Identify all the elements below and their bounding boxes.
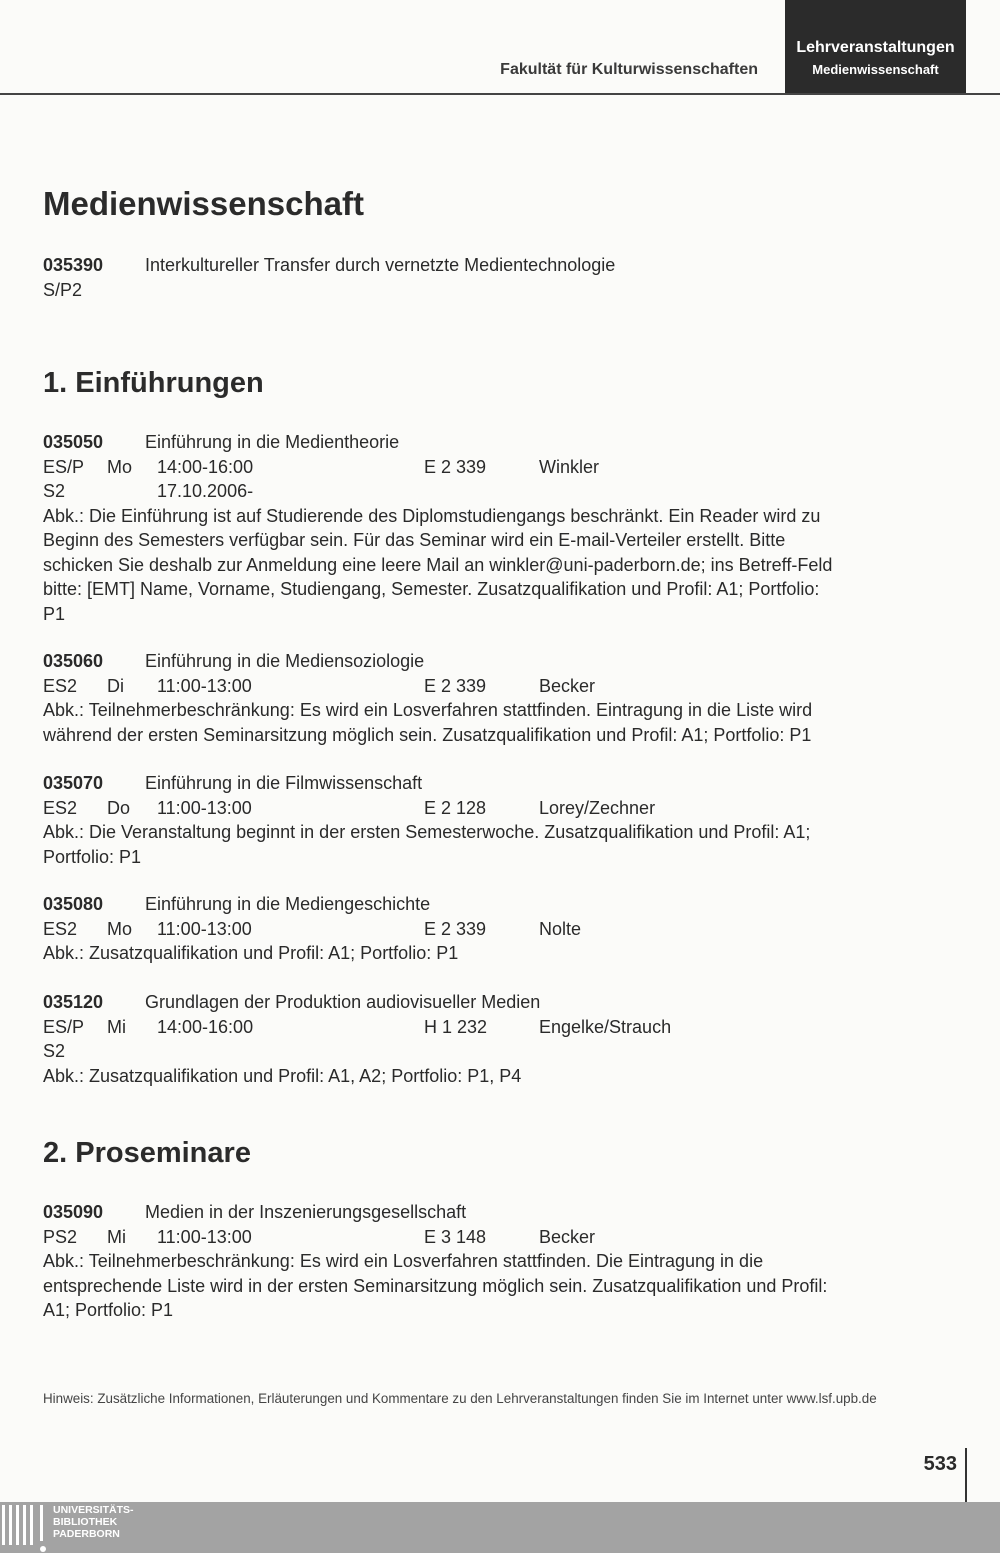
course-day: Mi [107,1226,126,1247]
course-lecturer: Nolte [539,918,582,939]
course-day: Do [107,797,131,818]
header-rule [0,93,1000,95]
faculty-header: Fakultät für Kulturwissenschaften [500,61,758,78]
course-note: Abk.: Die Einführung ist auf Studierende des Diplomstudiengangs beschränkt. Ein Reader wird zu Beginn des Semesters verfügbar sein. Für das Seminar wird ein E-mail-Verteiler erstellt. Bitte schicken Sie deshalb zur Anmeldung eine leere Mail an winkler@uni-paderborn.de; ins Betreff-Feld bitte: [EMT] Name, Vorname, Studiengang, Semester. Zusatzqualifikation und Profil: A1; Portfolio: P1 [43,505,833,624]
course-start-date: 17.10.2006- [157,481,254,501]
library-name-line: UNIVERSITÄTS- [53,1504,134,1516]
course-day: Mo [107,456,133,477]
course-title: Einführung in die Mediengeschichte [145,894,431,914]
course-entry [43,771,843,869]
course-number: 035390 [43,255,104,275]
course-number: 035070 [43,773,104,793]
course-title: Einführung in die Medientheorie [145,432,400,452]
library-name-line: BIBLIOTHEK [53,1516,118,1528]
course-note: Abk.: Teilnehmerbeschränkung: Es wird ein Losverfahren stattfinden. Die Eintragung in die entsprechende Liste wird in der ersten Seminarsitzung möglich sein. Zusatzqualifikation und Profil: A1; Portfolio: P1 [43,1251,828,1320]
section-heading: 1. Einführungen [43,367,264,399]
course-type: ES/P [43,456,85,477]
course-type-secondary: S2 [43,1041,66,1061]
section-tab-title: Lehrveranstaltungen [796,39,955,56]
course-lecturer: Lorey/Zechner [539,797,656,818]
course-title: Interkultureller Transfer durch vernetzte Medientechnologie [145,255,616,275]
course-number: 035080 [43,894,104,914]
course-time: 14:00-16:00 [157,1016,254,1037]
course-lecturer: Winkler [539,456,600,477]
course-entry [43,892,843,966]
course-note: Abk.: Zusatzqualifikation und Profil: A1; Portfolio: P1 [43,943,459,963]
course-title: Medien in der Inszenierungsgesellschaft [145,1202,467,1222]
course-title: Einführung in die Mediensoziologie [145,651,425,671]
course-type: ES2 [43,918,78,939]
course-room: H 1 232 [424,1016,488,1037]
course-lecturer: Engelke/Strauch [539,1016,672,1037]
course-room: E 2 339 [424,456,487,477]
hint-text: Hinweis: Zusätzliche Informationen, Erläuterungen und Kommentare zu den Lehrveranstaltungen finden Sie im Internet unter www.lsf.upb.de [43,1391,877,1406]
course-time: 11:00-13:00 [157,1226,252,1247]
course-time: 14:00-16:00 [157,456,254,477]
course-time: 11:00-13:00 [157,797,252,818]
course-time: 11:00-13:00 [157,675,252,696]
section-tab [785,0,966,93]
course-entry [43,430,843,626]
course-entry [43,649,843,747]
course-title: Grundlagen der Produktion audiovisueller Medien [145,992,541,1012]
course-number: 035120 [43,992,104,1012]
section-tab-subtitle: Medienwissenschaft [812,62,939,77]
course-type: ES/P [43,1016,85,1037]
course-entry [43,990,843,1088]
course-lecturer: Becker [539,1226,596,1247]
course-room: E 2 339 [424,918,487,939]
course-type-secondary: S2 [43,481,66,501]
course-time: 11:00-13:00 [157,918,252,939]
course-note: Abk.: Die Veranstaltung beginnt in der ersten Semesterwoche. Zusatzqualifikation und Profil: A1; Portfolio: P1 [43,822,811,867]
page-title: Medienwissenschaft [43,185,364,222]
course-lecturer: Becker [539,675,596,696]
page-number-rule [965,1448,967,1502]
course-number: 035050 [43,432,104,452]
course-room: E 2 339 [424,675,487,696]
course-title: Einführung in die Filmwissenschaft [145,773,423,793]
course-room: E 2 128 [424,797,487,818]
page-number: 533 [923,1453,957,1475]
library-name [53,1504,134,1540]
library-footer [0,1502,1000,1553]
course-number: 035090 [43,1202,104,1222]
course-entry [43,1200,843,1323]
course-day: Mo [107,918,133,939]
library-logo-icon [2,1505,46,1551]
section-heading: 2. Proseminare [43,1137,251,1169]
course-type: PS2 [43,1226,78,1247]
course-day: Mi [107,1016,126,1037]
course-note: Abk.: Teilnehmerbeschränkung: Es wird ein Losverfahren stattfinden. Eintragung in die Liste wird während der ersten Seminarsitzung möglich sein. Zusatzqualifikation und Profil: A1; Portfolio: P1 [43,700,813,745]
course-type: S/P2 [43,279,83,300]
course-day: Di [107,675,124,696]
course-room: E 3 148 [424,1226,487,1247]
library-name-line: PADERBORN [53,1528,120,1540]
course-note: Abk.: Zusatzqualifikation und Profil: A1, A2; Portfolio: P1, P4 [43,1065,522,1086]
course-entry [43,253,843,302]
course-number: 035060 [43,651,104,671]
course-type: ES2 [43,797,78,818]
course-type: ES2 [43,675,78,696]
